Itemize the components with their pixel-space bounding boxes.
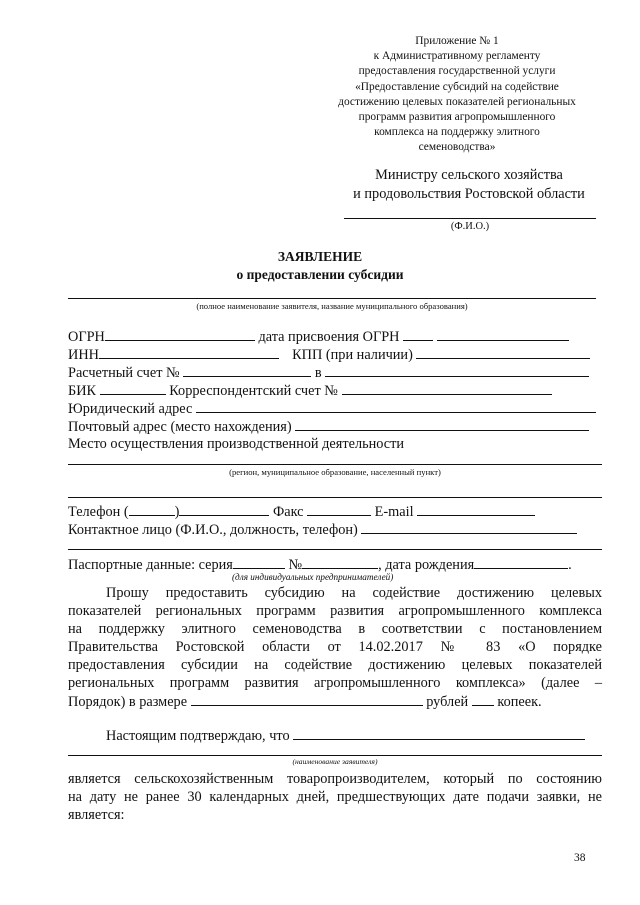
status-line: является сельскохозяйственным товаропроизводителем, который по состоянию [68, 771, 602, 787]
account-in-label: в [314, 365, 322, 381]
appendix-line: Приложение № 1 [415, 35, 499, 47]
status-line: на дату не ранее 30 календарных дней, предшествующих дате подачи заявки, не [68, 789, 602, 805]
birth-date-field[interactable] [474, 555, 568, 569]
account-label: Расчетный счет № [68, 365, 180, 381]
ogrn-label: ОГРН [68, 329, 105, 345]
appendix-line: предоставления государственной услуги [358, 65, 556, 78]
request-line: показателей региональных программ развития агропромышленного комплекса [68, 603, 602, 619]
passport-number-field[interactable] [302, 555, 378, 569]
contacts-row [68, 502, 535, 521]
fax-label: Факс [272, 504, 304, 520]
bik-label: БИК [68, 383, 97, 399]
extra-info-line[interactable] [68, 497, 602, 498]
appendix-line: «Предоставление субсидий на содействие [355, 80, 559, 93]
recipient-block [336, 166, 602, 204]
recipient-fio-hint: (Ф.И.О.) [450, 221, 490, 232]
phone-field[interactable] [179, 502, 269, 516]
contact-person-line-2[interactable] [68, 549, 602, 550]
legal-address-field[interactable] [196, 399, 596, 413]
rub-label: рублей [426, 694, 469, 710]
applicant-hint: (полное наименование заявителя, название муниципального образования) [196, 301, 468, 311]
activity-place-row [68, 435, 404, 453]
activity-place-hint: (регион, муниципальное образование, населенный пункт) [229, 467, 441, 477]
bank-field[interactable] [325, 363, 589, 377]
ogrn-date-field-1[interactable] [403, 327, 433, 341]
contact-person-field[interactable] [361, 520, 577, 534]
phone-close: ) [174, 504, 180, 520]
contact-person-label: Контактное лицо (Ф.И.О., должность, телефон) [68, 522, 358, 538]
passport-hint: (для индивидуальных предпринимателей) [232, 572, 394, 582]
phone-label: Телефон ( [68, 504, 129, 520]
passport-end: . [568, 557, 572, 573]
ogrn-field[interactable] [105, 327, 255, 341]
recipient-fio-line[interactable] [344, 218, 596, 219]
ogrn-row [68, 327, 569, 346]
appendix-header [310, 34, 604, 156]
appendix-line: программ развития агропромышленного [358, 111, 556, 124]
page-number: 38 [574, 852, 586, 864]
status-line-last: является: [68, 807, 125, 823]
confirm-hint: (наименование заявителя) [292, 757, 378, 766]
amount-kop-field[interactable] [472, 692, 494, 706]
appendix-line: достижению целевых показателей региональных [338, 95, 576, 108]
inn-row [68, 345, 590, 364]
fax-field[interactable] [307, 502, 371, 516]
birth-date-label: , дата рождения [378, 557, 475, 573]
document-title: ЗАЯВЛЕНИЕ [277, 249, 363, 264]
applicant-name-line[interactable] [68, 298, 596, 299]
request-line: региональных программ развития агропромышленного комплекса» (далее – [68, 675, 602, 691]
ogrn-date-label: дата присвоения ОГРН [258, 329, 400, 345]
appendix-line: к Административному регламенту [373, 50, 541, 63]
phone-code-field[interactable] [129, 502, 175, 516]
activity-place-line[interactable] [68, 464, 602, 465]
account-field[interactable] [183, 363, 311, 377]
amount-row [68, 692, 542, 711]
postal-address-field[interactable] [295, 417, 589, 431]
request-line: Прошу предоставить субсидию на содействие достижению целевых [106, 585, 602, 601]
confirm-row [106, 726, 585, 745]
appendix-line: семеноводства» [418, 141, 496, 154]
confirm-label: Настоящим подтверждаю, что [106, 728, 290, 744]
passport-series-field[interactable] [233, 555, 285, 569]
legal-address-row [68, 399, 596, 418]
corr-account-label: Корреспондентский счет № [169, 383, 338, 399]
email-field[interactable] [417, 502, 535, 516]
appendix-line: комплекса на поддержку элитного [374, 126, 540, 139]
email-label: E-mail [374, 504, 414, 520]
amount-label: Порядок) в размере [68, 694, 188, 710]
confirm-applicant-field[interactable] [293, 726, 585, 740]
kpp-field[interactable] [416, 345, 590, 359]
confirm-applicant-line-2[interactable] [68, 755, 602, 756]
request-line: Правительства Ростовской области от 14.02.2017 № 83 «О порядке [68, 639, 602, 655]
passport-number-label: № [288, 557, 303, 573]
bik-row [68, 381, 552, 400]
account-row [68, 363, 589, 382]
recipient-line-2: и продовольствия Ростовской области [353, 186, 585, 202]
contact-person-row [68, 520, 577, 539]
document-subtitle: о предоставлении субсидии [236, 267, 404, 282]
passport-label: Паспортные данные: серия [68, 557, 233, 573]
inn-field[interactable] [99, 345, 279, 359]
ogrn-date-field-2[interactable] [437, 327, 569, 341]
corr-account-field[interactable] [342, 381, 552, 395]
activity-place-label: Место осуществления производственной деятельности [68, 436, 404, 452]
request-line: на поддержку элитного семеноводства в соответствии с постановлением [68, 621, 602, 637]
amount-rub-field[interactable] [191, 692, 423, 706]
bik-field[interactable] [100, 381, 166, 395]
inn-label: ИНН [68, 347, 99, 363]
kop-label: копеек. [497, 694, 542, 710]
legal-address-label: Юридический адрес [68, 401, 193, 417]
postal-address-label: Почтовый адрес (место нахождения) [68, 419, 292, 435]
recipient-line-1: Министру сельского хозяйства [375, 167, 563, 183]
kpp-label: КПП (при наличии) [292, 347, 413, 363]
request-line: предоставления субсидии на содействие достижению целевых показателей [68, 657, 602, 673]
postal-address-row [68, 417, 589, 436]
